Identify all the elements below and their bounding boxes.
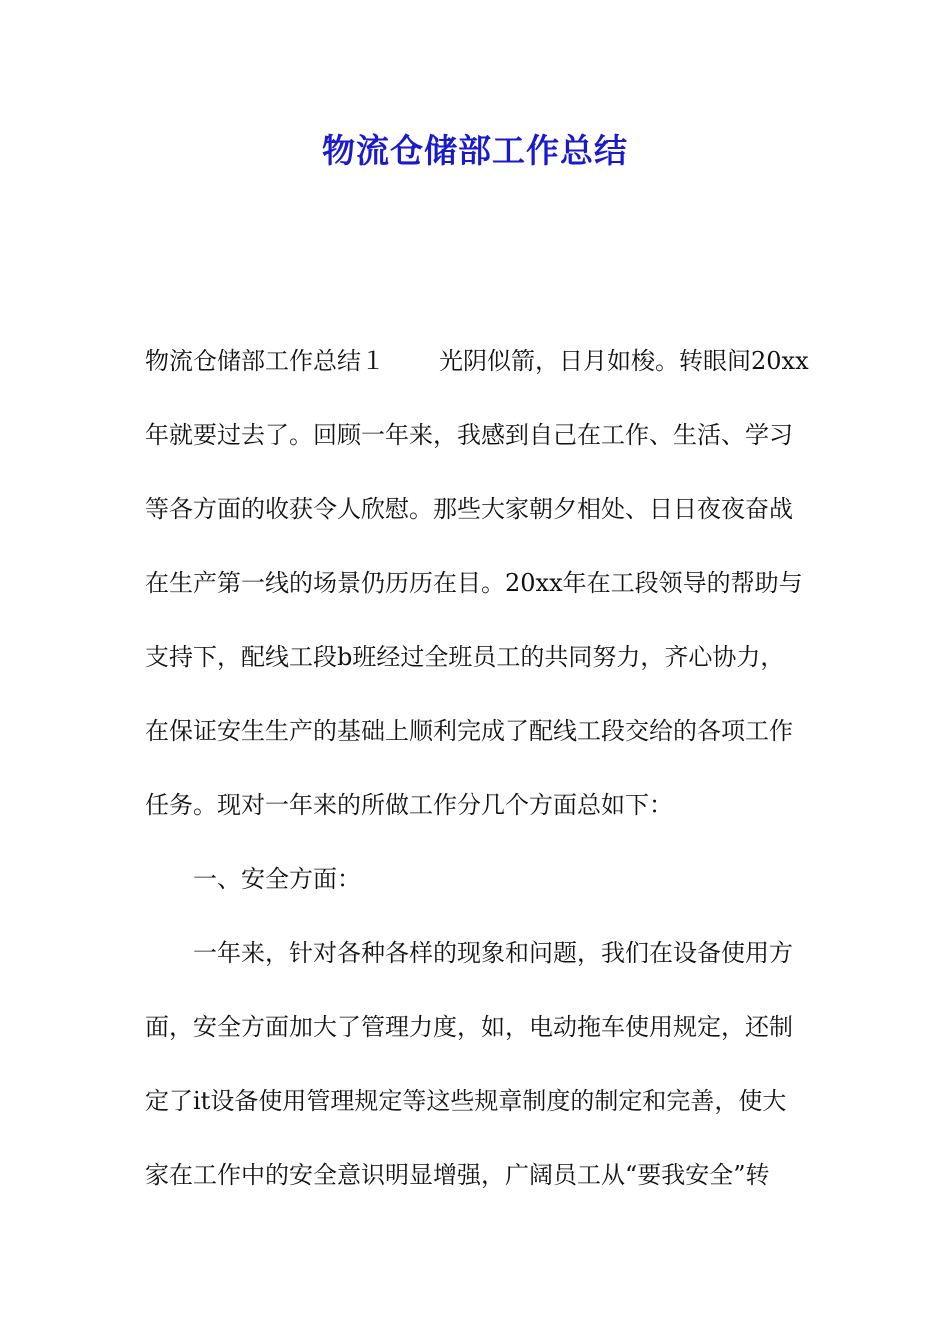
paragraph-line: 家在工作中的安全意识明显增强，广阔员工从“要我安全”转	[145, 1161, 770, 1189]
paragraph-line: 一年来，针对各种各样的现象和问题，我们在设备使用方	[193, 939, 793, 967]
document-body	[145, 336, 810, 1224]
paragraph-line: 定了it设备使用管理规定等这些规章制度的制定和完善，使大	[145, 1087, 787, 1115]
paragraph-line: 任务。现对一年来的所做工作分几个方面总如下：	[145, 791, 673, 819]
section-heading: 一、安全方面：	[193, 865, 361, 893]
paragraph-line: 在生产第一线的场景仍历历在目。20xx年在工段领导的帮助与	[145, 569, 803, 597]
section-heading-inline: 物流仓储部工作总结１	[145, 347, 385, 375]
paragraph-text: 光阴似箭，日月如梭。转眼间20xx	[439, 347, 809, 375]
paragraph-line: 等各方面的收获令人欣慰。那些大家朝夕相处、日日夜夜奋战	[145, 495, 793, 523]
paragraph-line	[145, 336, 810, 410]
paragraph-line: 面，安全方面加大了管理力度，如，电动拖车使用规定，还制	[145, 1013, 793, 1041]
paragraph-line: 在保证安生生产的基础上顺利完成了配线工段交给的各项工作	[145, 717, 793, 745]
paragraph-line: 支持下，配线工段b班经过全班员工的共同努力，齐心协力，	[145, 643, 785, 671]
document-title: 物流仓储部工作总结	[322, 131, 628, 170]
paragraph-line: 年就要过去了。回顾一年来，我感到自己在工作、生活、学习	[145, 421, 793, 449]
